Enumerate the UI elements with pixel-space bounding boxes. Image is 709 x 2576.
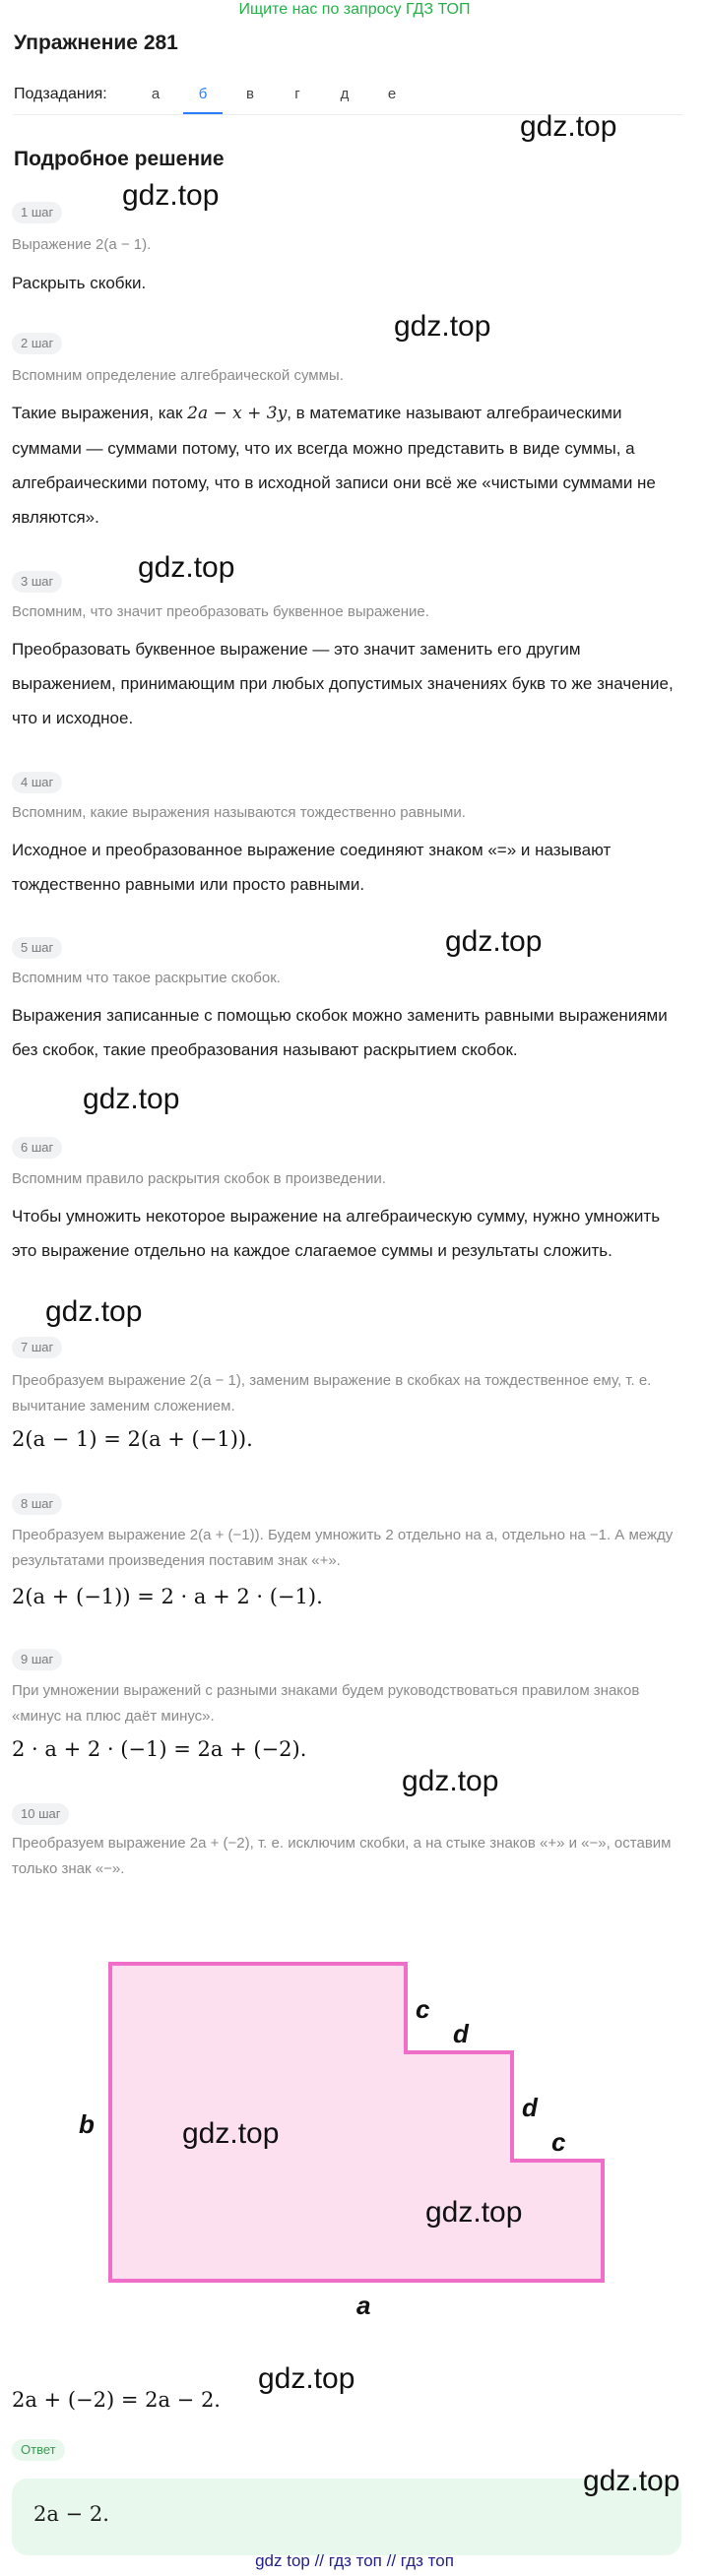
step-badge: 7 шаг <box>12 1337 62 1358</box>
figure-label-d: d <box>453 2019 469 2048</box>
step-hint: Вспомним определение алгебраической суммы. <box>12 367 344 384</box>
figure-label-a: a <box>356 2291 371 2320</box>
watermark: gdz.top <box>182 2117 280 2150</box>
step-badge: 2 шаг <box>12 333 62 354</box>
figure-label-b: b <box>79 2109 95 2139</box>
tab-v[interactable]: в <box>246 86 254 102</box>
step-figure <box>0 1915 709 2338</box>
watermark: gdz.top <box>394 310 491 343</box>
promo-banner[interactable]: Ищите нас по запросу ГДЗ ТОП <box>238 1 471 18</box>
step-badge: 6 шаг <box>12 1137 62 1159</box>
step-badge: 9 шаг <box>12 1649 62 1670</box>
step-badge: 1 шаг <box>12 202 62 223</box>
tab-a[interactable]: а <box>151 86 161 102</box>
step-hint: Преобразуем выражение 2(a + (−1)). Будем умножить 2 отдельно на a, отдельно на −1. А между результатами произведения поставим знак «+». <box>12 1527 674 1569</box>
watermark: gdz.top <box>258 2362 355 2395</box>
watermark: gdz.top <box>583 2465 680 2497</box>
step-badge: 10 шаг <box>12 1803 69 1825</box>
step-text: Чтобы умножить некоторое выражение на алгебраическую сумму, нужно умножить это выражение отдельно на каждое слагаемое суммы и результаты сложить. <box>12 1207 661 1260</box>
step-text-pre: Такие выражения, как <box>12 404 188 422</box>
figure-label-c: c <box>551 2127 566 2157</box>
watermark: gdz.top <box>425 2196 523 2229</box>
step-hint: Вспомним правило раскрытия скобок в произведении. <box>12 1170 386 1187</box>
step-text: Выражения записанные с помощью скобок можно заменить равными выражениями без скобок, такие преобразования называют раскрытием скобок. <box>12 1006 668 1059</box>
watermark: gdz.top <box>402 1765 499 1797</box>
step-formula: 2(a + (−1)) = 2 · a + 2 · (−1). <box>12 1585 323 1608</box>
tab-b[interactable]: б <box>183 79 223 114</box>
step-text: Раскрыть скобки. <box>12 274 147 292</box>
step-text-math: 2a − x + 3y <box>187 404 288 423</box>
step-badge: 5 шаг <box>12 937 62 959</box>
watermark: gdz.top <box>83 1083 180 1115</box>
step-formula: 2(a − 1) = 2(a + (−1)). <box>12 1427 253 1451</box>
tab-g[interactable]: г <box>294 86 300 102</box>
step-formula: 2 · a + 2 · (−1) = 2a + (−2). <box>12 1737 307 1761</box>
section-title: Подробное решение <box>14 148 225 170</box>
step-hint: Вспомним что такое раскрытие скобок. <box>12 970 281 986</box>
tab-d[interactable]: д <box>340 86 350 102</box>
answer-box <box>12 2479 681 2555</box>
tab-e[interactable]: е <box>387 86 397 102</box>
step-hint: Преобразуем выражение 2a + (−2), т. е. исключим скобки, а на стыке знаков «+» и «−», оставим только знак «−». <box>12 1835 672 1877</box>
step-hint: Вспомним, что значит преобразовать буквенное выражение. <box>12 603 429 620</box>
step-text <box>12 396 685 534</box>
watermark: gdz.top <box>45 1295 143 1328</box>
watermark: gdz.top <box>122 179 220 212</box>
footer-links[interactable]: gdz top // гдз топ // гдз топ <box>255 2551 454 2570</box>
step-badge: 3 шаг <box>12 571 62 593</box>
answer-value: 2a − 2. <box>33 2502 109 2526</box>
step-hint: Выражение 2(a − 1). <box>12 236 152 253</box>
step-text: Преобразовать буквенное выражение — это значит заменить его другим выражением, принимающим при любых допустимых значениях букв то же значение, что и исходное. <box>12 640 674 727</box>
figure-label-c: c <box>416 1994 430 2024</box>
watermark: gdz.top <box>520 110 617 143</box>
watermark: gdz.top <box>445 925 543 958</box>
figure-label-d: d <box>522 2093 538 2122</box>
page-title: Упражнение 281 <box>14 31 178 54</box>
step-hint: Преобразуем выражение 2(a − 1), заменим выражение в скобках на тождественное ему, т. е. вычитание заменим сложением. <box>12 1372 652 1414</box>
step-text: Исходное и преобразованное выражение соединяют знаком «=» и называют тождественно равными или просто равными. <box>12 841 612 894</box>
step-badge: 4 шаг <box>12 772 62 793</box>
step-badge: 8 шаг <box>12 1493 62 1515</box>
subtasks-label: Подзадания: <box>14 86 107 102</box>
step-hint: При умножении выражений с разными знаками будем руководствоваться правилом знаков «минус на плюс даёт минус». <box>12 1682 640 1725</box>
step-text-post: , в математике называют алгебраическими суммами — суммами потому, что их всегда можно представить в виде суммы, а алгебраическими потому, что в исходной записи они всё же «чистыми суммами не являются». <box>12 404 656 527</box>
step-hint: Вспомним, какие выражения называются тождественно равными. <box>12 804 466 821</box>
watermark: gdz.top <box>138 551 235 584</box>
answer-badge: Ответ <box>12 2439 65 2461</box>
step-formula: 2a + (−2) = 2a − 2. <box>12 2388 221 2412</box>
